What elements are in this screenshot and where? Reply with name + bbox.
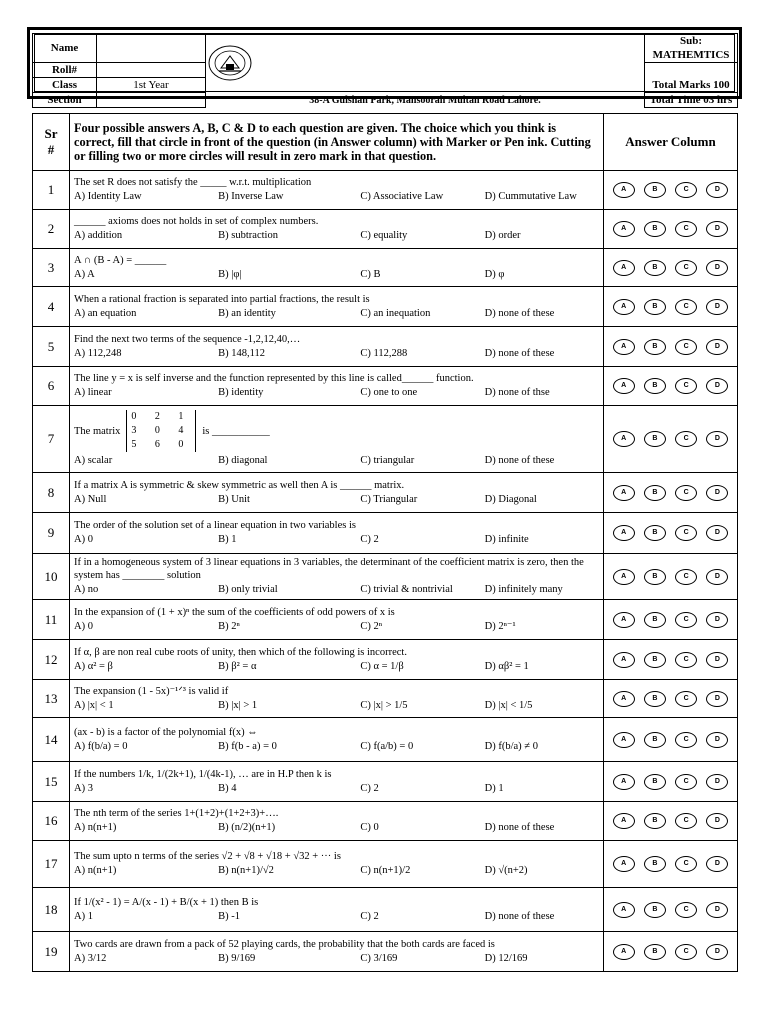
question-text: Find the next two terms of the sequence -1,2,12,40,… [74, 333, 301, 345]
question-row [33, 600, 738, 640]
address: 38-A Gulshan Park, Mansoorah Multan Road Lahore. [206, 34, 645, 108]
answer-bubble-a[interactable]: A [613, 856, 635, 872]
option-d: D) infinitely many [484, 584, 563, 595]
answer-bubble-d[interactable]: D [706, 774, 728, 790]
question-text: The sum upto n terms of the series √2 + √8 + √18 + √32 + ··· is [74, 851, 341, 862]
answer-bubble-c[interactable]: C [675, 182, 697, 198]
answer-bubble-c[interactable]: C [675, 652, 697, 668]
question-text: A ∩ (B - A) = ______ [74, 254, 167, 266]
option-b: B) -1 [218, 910, 241, 922]
option-b: B) identity [218, 387, 264, 398]
option-c: C) trivial & nontrivial [360, 584, 453, 595]
question-number: 2 [33, 210, 70, 249]
answer-bubble-d[interactable]: D [706, 299, 728, 315]
answer-bubble-d[interactable]: D [706, 612, 728, 628]
question-text: The expansion (1 - 5x)⁻¹ᐟ³ is valid if [74, 685, 229, 697]
matrix: 0 2 1 3 0 4 5 6 0 [126, 410, 196, 452]
option-b: B) n(n+1)/√2 [218, 865, 274, 876]
question-body [70, 640, 604, 680]
question-row [33, 367, 738, 406]
question-number: 13 [33, 680, 70, 718]
question-row [33, 932, 738, 972]
options-row [70, 229, 603, 245]
option-d: D) 12/169 [484, 952, 528, 964]
question-text: Two cards are drawn from a pack of 52 playing cards, the probability that the both cards are faced is [74, 938, 495, 950]
answer-bubble-d[interactable]: D [706, 732, 728, 748]
question-number: 14 [33, 718, 70, 762]
answer-bubble-c[interactable]: C [675, 260, 697, 276]
section-field[interactable] [97, 93, 206, 108]
answer-bubble-b[interactable]: B [644, 944, 666, 960]
option-c: C) B [360, 268, 381, 280]
option-a: A) 0 [74, 534, 93, 545]
option-d: D) none of these [484, 455, 555, 466]
answer-bubble-b[interactable]: B [644, 612, 666, 628]
question-row [33, 841, 738, 888]
answer-cell [604, 841, 738, 888]
question-body [70, 287, 604, 327]
question-number: 18 [33, 888, 70, 932]
option-b: B) an identity [218, 307, 276, 319]
question-row [33, 249, 738, 287]
class-value: 1st Year [97, 78, 206, 93]
option-d: D) none of these [484, 910, 555, 922]
answer-bubble-a[interactable]: A [613, 652, 635, 668]
question-text: The nth term of the series 1+(1+2)+(1+2+3)+…. [74, 808, 279, 819]
option-d: D) none of these [484, 822, 555, 833]
answer-bubble-c[interactable]: C [675, 902, 697, 918]
section-label: Section [33, 93, 97, 108]
class-label: Class [33, 78, 97, 93]
answer-cell [604, 287, 738, 327]
answer-bubble-d[interactable]: D [706, 652, 728, 668]
option-a: A) no [74, 584, 99, 595]
answer-bubble-c[interactable]: C [675, 221, 697, 237]
question-row [33, 718, 738, 762]
option-a: A) A [74, 268, 95, 280]
answer-bubble-c[interactable]: C [675, 485, 697, 501]
question-number: 4 [33, 287, 70, 327]
answer-bubble-b[interactable]: B [644, 525, 666, 541]
question-text: If in a homogeneous system of 3 linear equations in 3 variables, the determinant of the coefficient matrix is zero, then the system has ________ solution [74, 557, 584, 581]
options-row [70, 660, 603, 676]
option-c: C) 112,288 [360, 347, 408, 359]
answer-cell [604, 327, 738, 367]
option-c: C) 3/169 [360, 952, 398, 964]
options-row [70, 454, 603, 470]
question-body [70, 210, 604, 249]
options-row [70, 347, 603, 363]
answer-bubble-c[interactable]: C [675, 732, 697, 748]
option-c: C) n(n+1)/2 [360, 865, 411, 876]
question-body [70, 600, 604, 640]
answer-cell [604, 680, 738, 718]
option-c: C) 2 [360, 534, 379, 545]
answer-bubble-b[interactable]: B [644, 299, 666, 315]
question-number: 10 [33, 554, 70, 600]
question-number: 7 [33, 406, 70, 473]
option-c: C) 2 [360, 910, 379, 922]
option-c: C) one to one [360, 387, 418, 398]
question-number: 3 [33, 249, 70, 287]
option-d: D) order [484, 230, 521, 241]
question-table [32, 113, 738, 972]
answer-bubble-c[interactable]: C [675, 691, 697, 707]
option-b: B) f(b - a) = 0 [218, 740, 277, 752]
options-row [70, 386, 603, 402]
question-number: 5 [33, 327, 70, 367]
answer-bubble-c[interactable]: C [675, 813, 697, 829]
options-row [70, 782, 603, 798]
answer-bubble-d[interactable]: D [706, 902, 728, 918]
option-b: B) only trivial [218, 584, 278, 595]
answer-bubble-d[interactable]: D [706, 569, 728, 585]
roll-label: Roll# [33, 63, 97, 78]
option-b: B) Unit [218, 493, 250, 505]
options-row [70, 821, 603, 837]
option-d: D) |x| < 1/5 [484, 699, 533, 711]
answer-bubble-d[interactable]: D [706, 525, 728, 541]
option-d: D) none of these [484, 347, 555, 359]
question-row [33, 171, 738, 210]
question-body [70, 249, 604, 287]
answer-bubble-c[interactable]: C [675, 378, 697, 394]
answer-bubble-d[interactable]: D [706, 260, 728, 276]
question-row [33, 762, 738, 802]
option-a: A) n(n+1) [74, 822, 117, 833]
question-body [70, 171, 604, 210]
answer-bubble-d[interactable]: D [706, 339, 728, 355]
question-number: 6 [33, 367, 70, 406]
question-number: 1 [33, 171, 70, 210]
answer-cell [604, 600, 738, 640]
answer-bubble-a[interactable]: A [613, 485, 635, 501]
option-a: A) linear [74, 387, 112, 398]
answer-bubble-b[interactable]: B [644, 813, 666, 829]
answer-bubble-b[interactable]: B [644, 378, 666, 394]
option-c: C) α = 1/β [360, 660, 404, 672]
answer-cell [604, 802, 738, 841]
answer-bubble-a[interactable]: A [613, 378, 635, 394]
answer-bubble-a[interactable]: A [613, 339, 635, 355]
header-table [32, 33, 738, 108]
question-row [33, 680, 738, 718]
school-logo [207, 44, 253, 82]
option-c: C) 2 [360, 782, 379, 794]
question-row [33, 554, 738, 600]
total-marks: Total Marks 100 [645, 78, 738, 93]
question-text: If 1/(x² - 1) = A/(x - 1) + B/(x + 1) then B is [74, 896, 259, 908]
answer-bubble-d[interactable]: D [706, 182, 728, 198]
answer-bubble-a[interactable]: A [613, 260, 635, 276]
question-row [33, 802, 738, 841]
option-a: A) 3/12 [74, 952, 107, 964]
answer-bubble-a[interactable]: A [613, 813, 635, 829]
subject: Sub: MATHEMTICS [645, 34, 738, 63]
option-b: B) 2ⁿ [218, 620, 240, 632]
answer-cell [604, 171, 738, 210]
answer-bubble-a[interactable]: A [613, 221, 635, 237]
options-row [70, 740, 603, 756]
total-time: Total Time 03 hrs [645, 93, 738, 108]
option-d: D) none of these [484, 307, 555, 319]
question-row [33, 888, 738, 932]
roll-field[interactable] [97, 63, 206, 78]
answer-bubble-c[interactable]: C [675, 299, 697, 315]
option-a: A) α² = β [74, 660, 113, 672]
option-a: A) addition [74, 230, 123, 241]
answer-bubble-c[interactable]: C [675, 569, 697, 585]
answer-bubble-d[interactable]: D [706, 856, 728, 872]
options-row [70, 620, 603, 636]
option-a: A) scalar [74, 455, 113, 466]
answer-bubble-b[interactable]: B [644, 221, 666, 237]
question-row [33, 473, 738, 513]
answer-bubble-a[interactable]: A [613, 902, 635, 918]
options-row [70, 307, 603, 323]
options-row [70, 493, 603, 509]
question-body [70, 888, 604, 932]
answer-cell [604, 473, 738, 513]
question-row [33, 513, 738, 554]
answer-bubble-c[interactable]: C [675, 856, 697, 872]
answer-bubble-c[interactable]: C [675, 774, 697, 790]
option-b: B) β² = α [218, 660, 257, 672]
answer-bubble-a[interactable]: A [613, 944, 635, 960]
option-c: C) 0 [360, 822, 379, 833]
option-d: D) 1 [484, 782, 504, 794]
option-b: B) (n/2)(n+1) [218, 822, 276, 833]
answer-bubble-a[interactable]: A [613, 569, 635, 585]
option-d: D) φ [484, 268, 505, 280]
question-body [70, 841, 604, 888]
answer-bubble-d[interactable]: D [706, 378, 728, 394]
options-row [70, 583, 603, 599]
answer-bubble-a[interactable]: A [613, 774, 635, 790]
answer-cell [604, 888, 738, 932]
answer-bubble-b[interactable]: B [644, 182, 666, 198]
answer-cell [604, 640, 738, 680]
question-row [33, 640, 738, 680]
answer-cell [604, 249, 738, 287]
option-a: A) |x| < 1 [74, 699, 114, 711]
option-b: B) diagonal [218, 455, 268, 466]
question-row [33, 287, 738, 327]
answer-column-header: Answer Column [604, 114, 738, 171]
answer-cell [604, 718, 738, 762]
options-row [70, 268, 603, 284]
option-b: B) subtraction [218, 230, 278, 241]
question-text: The matrix [74, 425, 121, 437]
question-body [70, 473, 604, 513]
question-number: 16 [33, 802, 70, 841]
question-body [70, 367, 604, 406]
question-number: 19 [33, 932, 70, 972]
question-text: If the numbers 1/k, 1/(2k+1), 1/(4k-1), … are in H.P then k is [74, 768, 332, 780]
option-d: D) infinite [484, 534, 529, 545]
option-a: A) f(b/a) = 0 [74, 740, 128, 752]
answer-cell [604, 762, 738, 802]
question-text: The set R does not satisfy the _____ w.r.t. multiplication [74, 177, 312, 188]
answer-bubble-c[interactable]: C [675, 612, 697, 628]
answer-bubble-b[interactable]: B [644, 691, 666, 707]
option-a: A) 1 [74, 910, 93, 922]
options-row [70, 864, 603, 880]
question-body [70, 406, 604, 473]
option-a: A) an equation [74, 307, 137, 319]
answer-cell [604, 554, 738, 600]
answer-bubble-c[interactable]: C [675, 339, 697, 355]
answer-bubble-a[interactable]: A [613, 299, 635, 315]
option-b: B) |φ| [218, 268, 242, 280]
option-d: D) αβ² = 1 [484, 660, 529, 672]
question-body [70, 932, 604, 972]
sr-header: Sr # [33, 114, 70, 171]
question-text: If α, β are non real cube roots of unity, then which of the following is incorrect. [74, 646, 407, 658]
option-c: C) 2ⁿ [360, 620, 383, 632]
answer-bubble-b[interactable]: B [644, 652, 666, 668]
option-c: C) |x| > 1/5 [360, 699, 408, 711]
options-row [70, 699, 603, 715]
question-number: 11 [33, 600, 70, 640]
option-d: D) Cummutative Law [484, 191, 577, 202]
question-body [70, 802, 604, 841]
question-body [70, 718, 604, 762]
instructions: Four possible answers A, B, C & D to each question are given. The choice which you think is correct, fill that circle in front of the question (in Answer column) with Marker or Pen ink. Cutting or filling two or more circles will result in zero mark in that question. [70, 114, 604, 171]
option-b: B) 148,112 [218, 347, 266, 359]
answer-bubble-d[interactable]: D [706, 485, 728, 501]
option-d: D) f(b/a) ≠ 0 [484, 740, 538, 752]
answer-bubble-b[interactable]: B [644, 431, 666, 447]
option-a: A) 0 [74, 620, 93, 632]
option-c: C) Associative Law [360, 191, 444, 202]
option-b: B) 1 [218, 534, 237, 545]
answer-cell [604, 210, 738, 249]
question-number: 12 [33, 640, 70, 680]
answer-bubble-b[interactable]: B [644, 569, 666, 585]
question-text: ______ axioms does not holds in set of complex numbers. [74, 216, 319, 227]
answer-bubble-a[interactable]: A [613, 732, 635, 748]
answer-bubble-a[interactable]: A [613, 691, 635, 707]
option-a: A) n(n+1) [74, 865, 117, 876]
question-body [70, 762, 604, 802]
question-body [70, 554, 604, 600]
option-d: D) Diagonal [484, 493, 537, 505]
answer-bubble-a[interactable]: A [613, 182, 635, 198]
option-a: A) Identity Law [74, 191, 142, 202]
option-a: A) 3 [74, 782, 93, 794]
question-body [70, 513, 604, 554]
option-d: D) 2ⁿ⁻¹ [484, 620, 516, 632]
question-text: If a matrix A is symmetric & skew symmetric as well then A is ______ matrix. [74, 479, 405, 491]
answer-bubble-d[interactable]: D [706, 431, 728, 447]
option-c: C) triangular [360, 455, 415, 466]
answer-bubble-b[interactable]: B [644, 856, 666, 872]
question-text-after: is ___________ [202, 425, 270, 437]
answer-bubble-b[interactable]: B [644, 732, 666, 748]
option-c: C) Triangular [360, 493, 418, 505]
answer-bubble-d[interactable]: D [706, 221, 728, 237]
option-b: B) 4 [218, 782, 237, 794]
question-text: The order of the solution set of a linear equation in two variables is [74, 520, 356, 531]
question-row [33, 210, 738, 249]
answer-bubble-d[interactable]: D [706, 944, 728, 960]
answer-cell [604, 513, 738, 554]
answer-cell [604, 367, 738, 406]
question-text: When a rational fraction is separated into partial fractions, the result is [74, 293, 370, 305]
options-row [70, 190, 603, 206]
answer-bubble-b[interactable]: B [644, 774, 666, 790]
question-text: The line y = x is self inverse and the function represented by this line is called______ function. [74, 373, 474, 384]
question-number: 8 [33, 473, 70, 513]
answer-bubble-c[interactable]: C [675, 944, 697, 960]
option-b: B) Inverse Law [218, 191, 284, 202]
options-row [70, 952, 603, 968]
option-b: B) |x| > 1 [218, 699, 258, 711]
question-text: In the expansion of (1 + x)ⁿ the sum of the coefficients of odd powers of x is [74, 606, 395, 618]
question-number: 17 [33, 841, 70, 888]
question-row [33, 406, 738, 473]
answer-cell [604, 932, 738, 972]
name-label: Name [33, 34, 97, 63]
question-number: 9 [33, 513, 70, 554]
option-c: C) f(a/b) = 0 [360, 740, 414, 752]
answer-bubble-b[interactable]: B [644, 260, 666, 276]
answer-bubble-b[interactable]: B [644, 485, 666, 501]
option-d: D) √(n+2) [484, 865, 528, 876]
answer-bubble-d[interactable]: D [706, 813, 728, 829]
answer-bubble-b[interactable]: B [644, 339, 666, 355]
answer-bubble-a[interactable]: A [613, 525, 635, 541]
answer-bubble-d[interactable]: D [706, 691, 728, 707]
answer-bubble-b[interactable]: B [644, 902, 666, 918]
options-row [70, 910, 603, 926]
option-b: B) 9/169 [218, 952, 256, 964]
answer-bubble-a[interactable]: A [613, 612, 635, 628]
option-c: C) an inequation [360, 307, 431, 319]
option-d: D) none of thse [484, 387, 550, 398]
answer-bubble-a[interactable]: A [613, 431, 635, 447]
question-body [70, 327, 604, 367]
option-a: A) 112,248 [74, 347, 122, 359]
question-body [70, 680, 604, 718]
option-a: A) Null [74, 493, 107, 505]
question-text: (ax - b) is a factor of the polynomial f(x) ⇔ [74, 726, 258, 738]
question-row [33, 327, 738, 367]
answer-bubble-c[interactable]: C [675, 431, 697, 447]
options-row [70, 533, 603, 549]
question-number: 15 [33, 762, 70, 802]
answer-cell [604, 406, 738, 473]
name-field[interactable] [97, 34, 206, 63]
option-c: C) equality [360, 230, 408, 241]
answer-bubble-c[interactable]: C [675, 525, 697, 541]
